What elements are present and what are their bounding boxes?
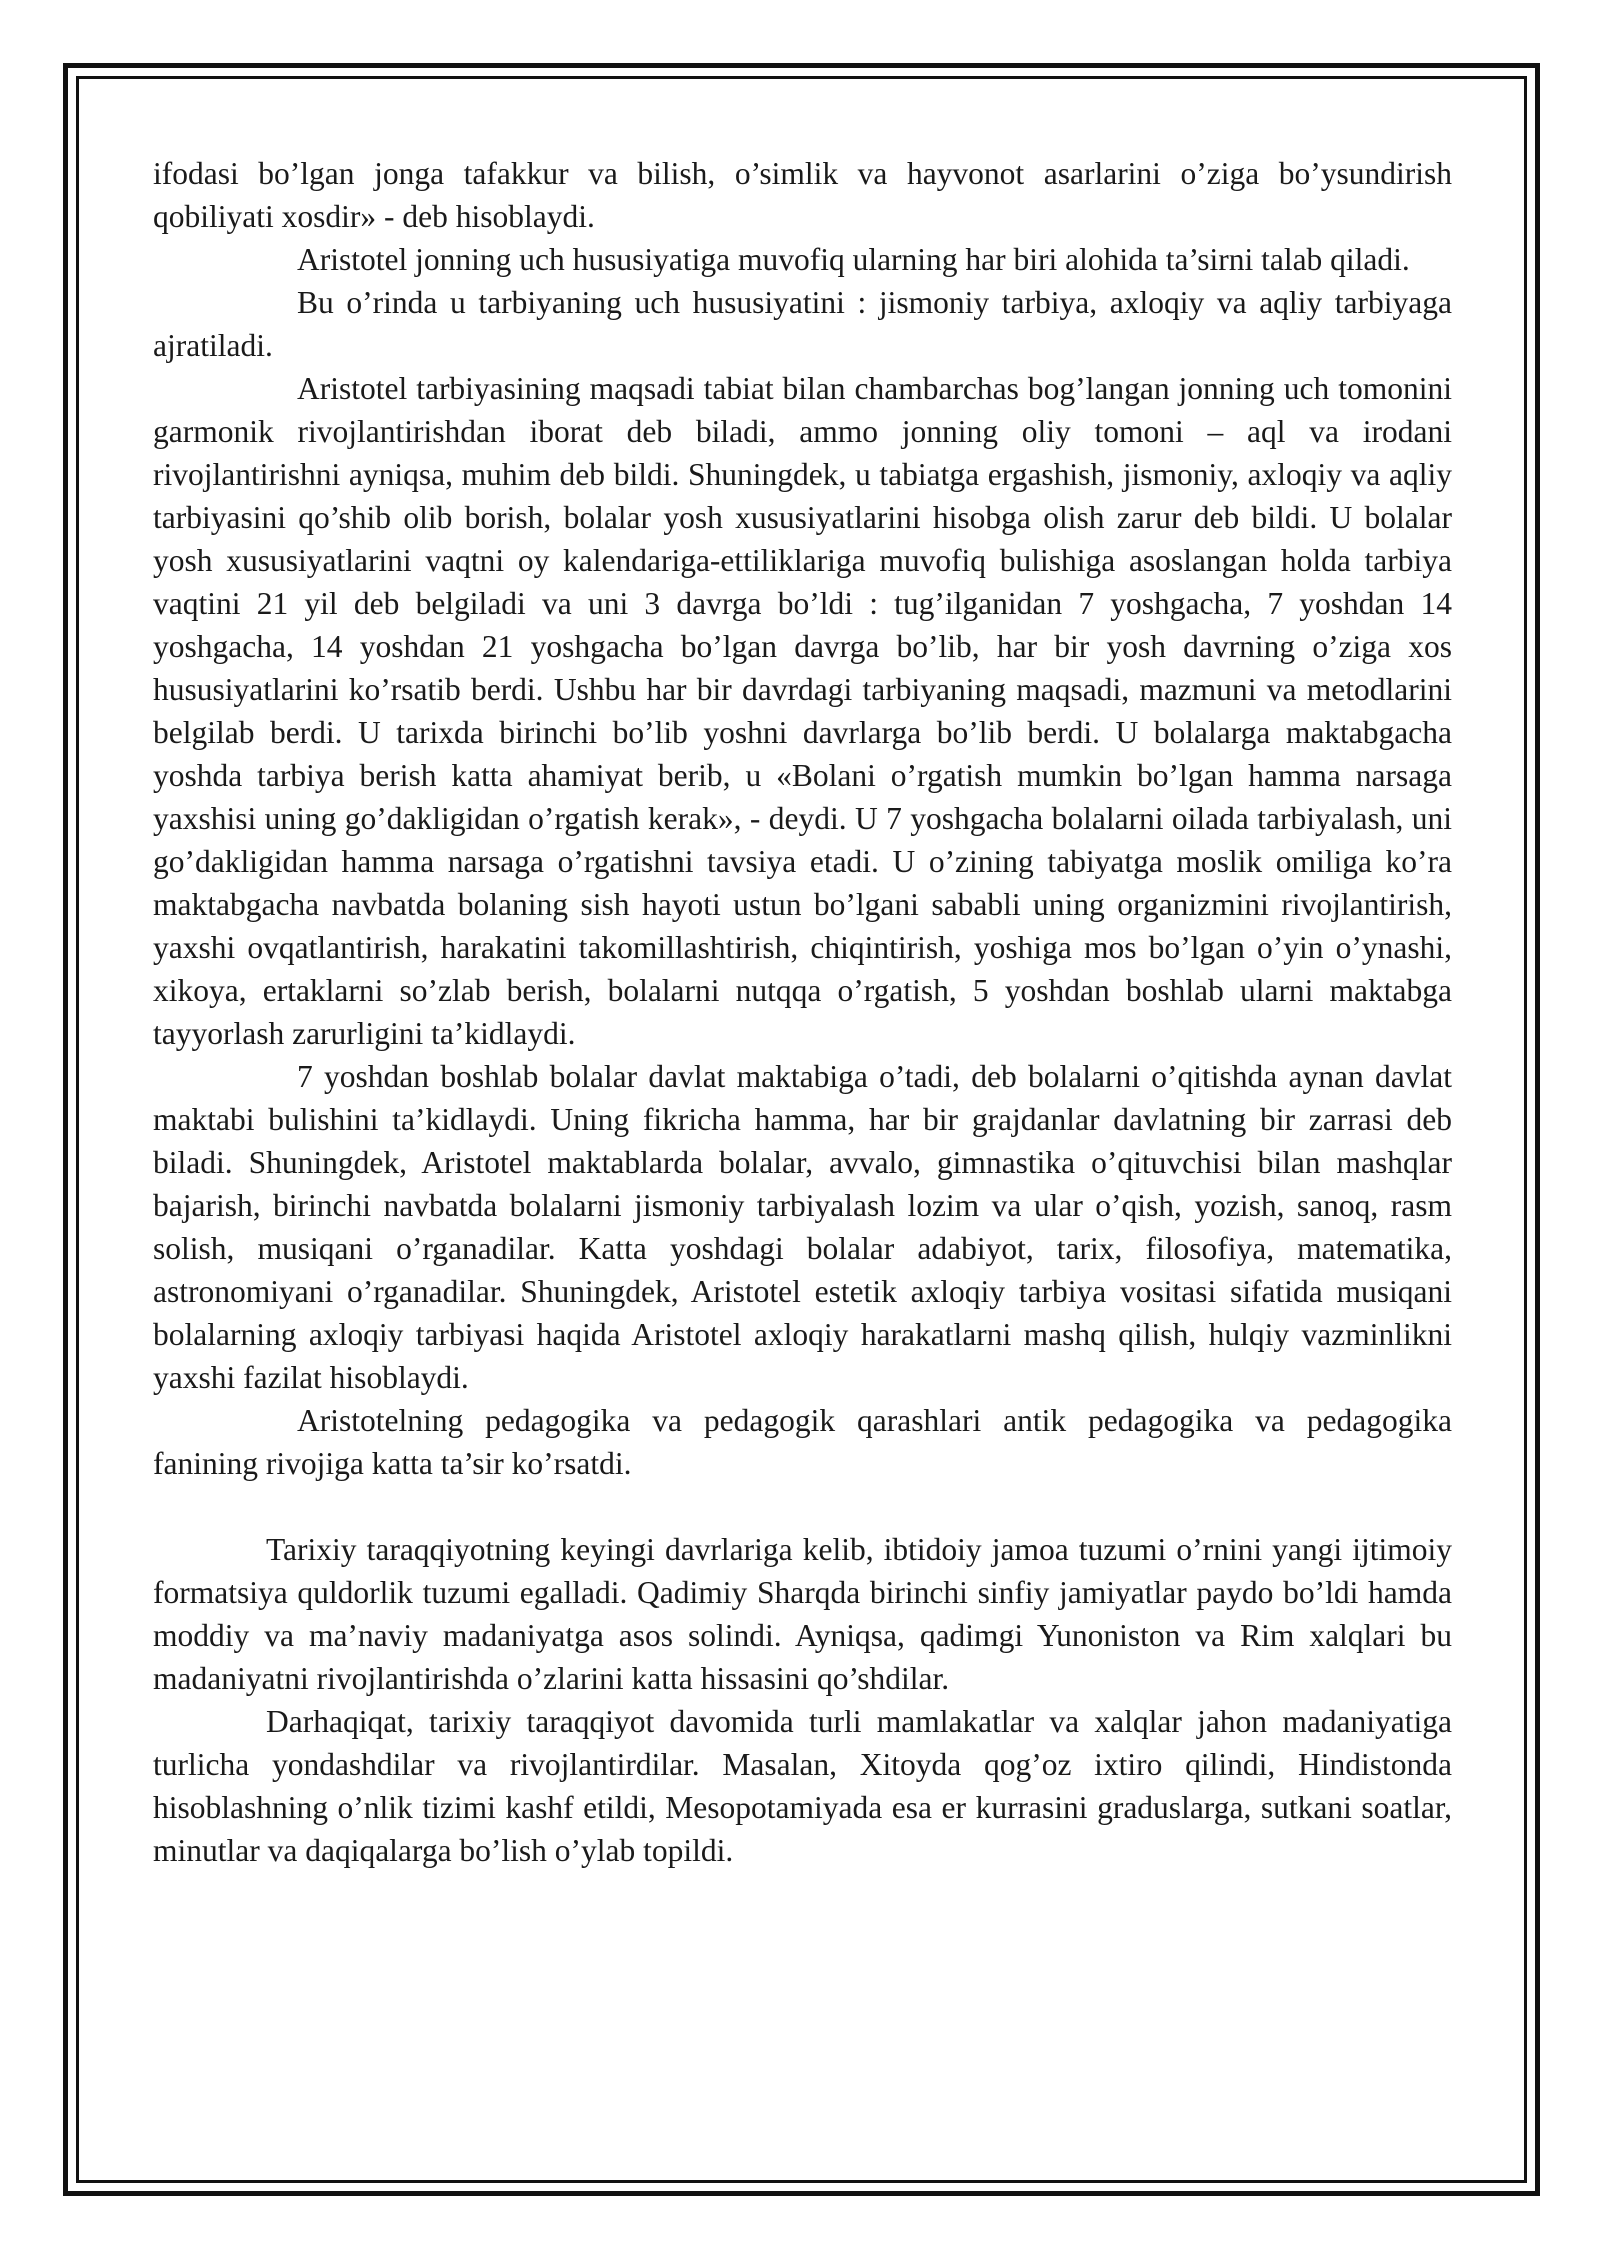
paragraph: Bu o’rinda u tarbiyaning uch hususiyatini : jismoniy tarbiya, axloqiy va aqliy tarbiyaga ajratiladi. xyxy=(153,285,1452,363)
paragraph: Tarixiy taraqqiyotning keyingi davrlariga kelib, ibtidoiy jamoa tuzumi o’rnini yangi ijtimoiy formatsiya quldorlik tuzumi egalladi. Qadimiy Sharqda birinchi sinfiy jamiyatlar paydo bo’ldi hamda moddiy va ma’naviy madaniyatga asos solindi. Ayniqsa, qadimgi Yunoniston va Rim xalqlari bu madaniyatni rivojlantirishda o’zlarini katta hissasini qo’shdilar. xyxy=(153,1532,1452,1696)
paragraph: Darhaqiqat, tarixiy taraqqiyot davomida turli mamlakatlar va xalqlar jahon madaniyatiga turlicha yondashdilar va rivojlantirdilar. Masalan, Xitoyda qog’oz ixtiro qilindi, Hindistonda hisoblashning o’nlik tizimi kashf etildi, Mesopotamiyada esa er kurrasini graduslarga, sutkani soatlar, minutlar va daqiqalarga bo’lish o’ylab topildi. xyxy=(153,1704,1452,1868)
paragraph: Aristotel jonning uch hususiyatiga muvofiq ularning har biri alohida ta’sirni talab qiladi. xyxy=(297,242,1410,277)
paragraph: 7 yoshdan boshlab bolalar davlat maktabiga o’tadi, deb bolalarni o’qitishda aynan davlat maktabi bulishini ta’kidlaydi. Uning fikricha hamma, har bir grajdanlar davlatning bir zarrasi deb biladi. Shuningdek, Aristotel maktablarda bolalar, avvalo, gimnastika o’qituvchisi bilan mashqlar bajarish, birinchi navbatda bolalarni jismoniy tarbiyalash lozim va ular o’qish, yozish, sanoq, rasm solish, musiqani o’rganadilar. Katta yoshdagi bolalar adabiyot, tarix, filosofiya, matematika, astronomiyani o’rganadilar. Shuningdek, Aristotel estetik axloqiy tarbiya vositasi sifatida musiqani bolalarning axloqiy tarbiyasi haqida Aristotel axloqiy harakatlarni mashq qilish, hulqiy vazminlikni yaxshi fazilat hisoblaydi. xyxy=(153,1059,1452,1395)
paragraph-continuation: ifodasi bo’lgan jonga tafakkur va bilish, o’simlik va hayvonot asarlarini o’ziga bo’ysundirish qobiliyati xosdir» - deb hisoblaydi. xyxy=(153,156,1452,234)
paragraph: Aristotelning pedagogika va pedagogik qarashlari antik pedagogika va pedagogika fanining rivojiga katta ta’sir ko’rsatdi. xyxy=(153,1403,1452,1481)
section-gap xyxy=(153,1485,1452,1528)
document-body xyxy=(153,152,1452,1872)
paragraph: Aristotel tarbiyasining maqsadi tabiat bilan chambarchas bog’langan jonning uch tomonini garmonik rivojlantirishdan iborat deb biladi, ammo jonning oliy tomoni – aql va irodani rivojlantirishni ayniqsa, muhim deb bildi. Shuningdek, u tabiatga ergashish, jismoniy, axloqiy va aqliy tarbiyasini qo’shib olib borish, bolalar yosh xususiyatlarini hisobga olish zarur deb bildi. U bolalar yosh xususiyatlarini vaqtni oy kalendariga-ettiliklariga muvofiq bulishiga asoslangan holda tarbiya vaqtini 21 yil deb belgiladi va uni 3 davrga bo’ldi : tug’ilganidan 7 yoshgacha, 7 yoshdan 14 yoshgacha, 14 yoshdan 21 yoshgacha bo’lgan davrga bo’lib, har bir yosh davrning o’ziga xos hususiyatlarini ko’rsatib berdi. Ushbu har bir davrdagi tarbiyaning maqsadi, mazmuni va metodlarini belgilab berdi. U tarixda birinchi bo’lib yoshni davrlarga bo’lib berdi. U bolalarga maktabgacha yoshda tarbiya berish katta ahamiyat berib, u «Bolani o’rgatish mumkin bo’lgan hamma narsaga yaxshisi uning go’dakligidan o’rgatish kerak», - deydi. U 7 yoshgacha bolalarni oilada tarbiyalash, uni go’dakligidan hamma narsaga o’rgatishni tavsiya etadi. U o’zining tabiyatga moslik omiliga ko’ra maktabgacha navbatda bolaning sish hayoti ustun bo’lgani sababli uning organizmini rivojlantirish, yaxshi ovqatlantirish, harakatini takomillashtirish, chiqintirish, yoshiga mos bo’lgan o’yin o’ynashi, xikoya, ertaklarni so’zlab berish, bolalarni nutqqa o’rgatish, 5 yoshdan boshlab ularni maktabga tayyorlash zarurligini ta’kidlaydi. xyxy=(153,371,1452,1051)
